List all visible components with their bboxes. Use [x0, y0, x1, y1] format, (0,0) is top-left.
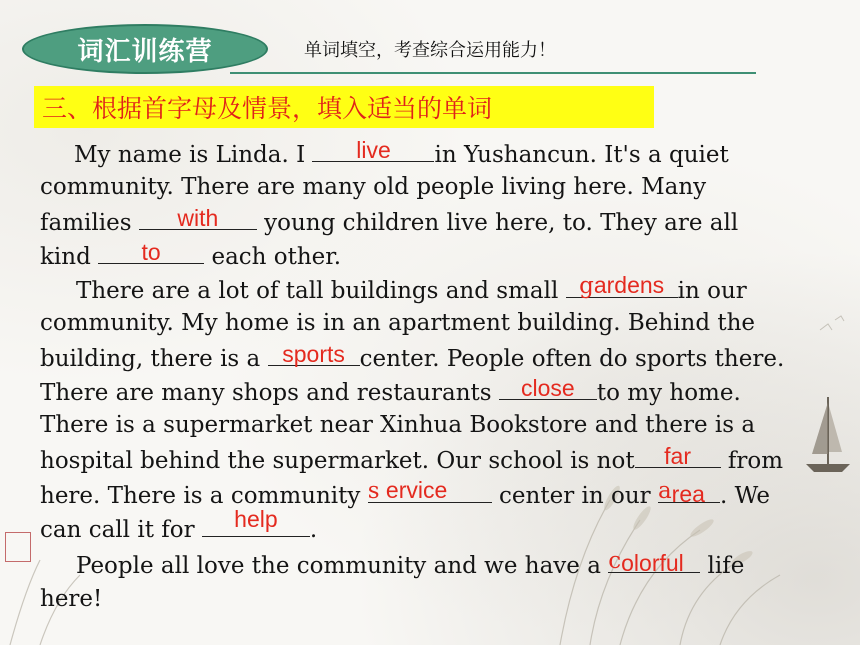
passage-line-9	[40, 410, 775, 440]
text-span: in our	[677, 278, 747, 304]
blank	[202, 506, 310, 537]
answer: close	[521, 375, 575, 401]
passage-line-5	[76, 274, 776, 304]
passage-line-8	[40, 376, 775, 406]
passage-line-3	[40, 206, 775, 236]
header-divider	[230, 72, 756, 74]
text-span: to my home.	[596, 380, 741, 406]
text-span: young children live here, to. They are all	[256, 210, 739, 236]
badge-title: 词汇训练营	[77, 36, 213, 67]
text-span: in Yushancun. It's a quiet	[434, 142, 729, 168]
vocabulary-badge	[22, 24, 268, 74]
text-span: here!	[40, 586, 103, 612]
text-span: can call it for	[40, 517, 202, 543]
text-span: community. My home is in an apartment building. Behind the	[40, 310, 756, 336]
answer	[657, 478, 720, 507]
passage-line-10	[40, 443, 784, 474]
text-span: .	[309, 517, 318, 543]
text-span: People all love the community and we have a	[76, 553, 609, 579]
answer: with	[177, 205, 219, 231]
text-span: here. There is a community	[40, 483, 368, 509]
blank	[312, 138, 434, 162]
given-letter: c	[608, 548, 622, 574]
answer-rest: ervice	[385, 477, 448, 503]
blank	[635, 444, 721, 468]
blank	[657, 478, 720, 507]
answer: help	[234, 506, 278, 532]
section-heading-text: 三、根据首字母及情景，填入适当的单词	[42, 94, 493, 123]
text-span: center in our	[491, 483, 658, 509]
text-span: kind	[40, 244, 99, 270]
passage-line-11	[40, 479, 775, 509]
answer: live	[356, 137, 391, 163]
text-span: There is a supermarket near Xinhua Bookstore and there is a	[40, 412, 756, 438]
given-letter: s	[367, 478, 380, 504]
sailboat-icon	[798, 392, 858, 482]
blank	[98, 240, 204, 264]
text-span: building, there is a	[40, 346, 268, 372]
answer: far	[664, 443, 691, 469]
text-span: There are many shops and restaurants	[40, 380, 499, 406]
blank	[139, 206, 257, 230]
given-letter: a	[657, 478, 672, 504]
text-span: hospital behind the supermarket. Our school is not	[40, 448, 635, 474]
answer	[608, 548, 700, 576]
answer-rest: olorful	[621, 550, 684, 576]
answer	[566, 274, 678, 298]
passage-line-13	[76, 549, 776, 579]
passage-line-14	[40, 584, 775, 614]
header-subtitle: 单词填空，考查综合运用能力！	[304, 40, 556, 61]
red-seal-stamp	[5, 532, 31, 562]
passage-line-6	[40, 308, 775, 338]
passage-line-4	[40, 240, 775, 270]
answer: to	[141, 239, 161, 265]
text-span: There are a lot of tall buildings and small	[76, 278, 566, 304]
text-span: from	[720, 448, 784, 474]
text-span: each other.	[204, 244, 342, 270]
passage-line-7	[40, 341, 785, 372]
answer	[368, 479, 492, 503]
text-span: . We	[719, 483, 770, 509]
passage-line-12	[40, 506, 775, 543]
passage-line-1	[74, 138, 774, 168]
blank	[566, 274, 678, 298]
text-span: My name is Linda. I	[74, 142, 313, 168]
answer-rest: rea	[671, 481, 705, 507]
blank	[499, 376, 597, 400]
text-span: center. People often do sports there.	[359, 346, 785, 372]
blank	[368, 479, 492, 503]
given-letter: g	[579, 273, 594, 299]
text-span: community. There are many old people living here. Many	[40, 174, 707, 200]
answer: sports	[282, 341, 345, 367]
answer-rest: ardens	[593, 272, 665, 298]
blank	[608, 548, 700, 576]
passage-line-2	[40, 172, 775, 202]
blank	[268, 342, 360, 366]
section-heading	[34, 86, 654, 128]
text-span: families	[40, 210, 139, 236]
text-span: life	[700, 553, 745, 579]
